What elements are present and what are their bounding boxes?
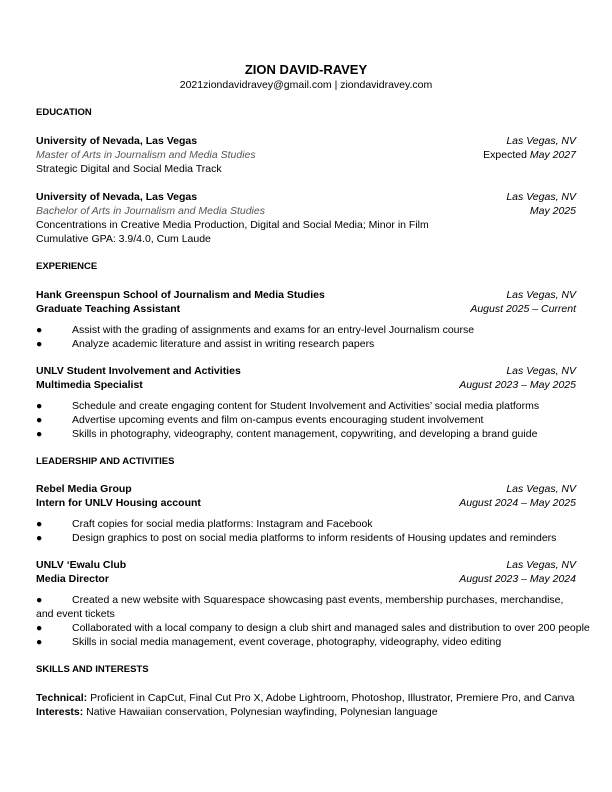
bullet-list (36, 593, 590, 649)
section-title-leadership: LEADERSHIP AND ACTIVITIES (36, 456, 175, 467)
bullet-icon: ● (36, 636, 43, 648)
bullet-icon: ● (36, 428, 43, 440)
list-item: ● Skills in photography, videography, content management, copywriting, and developing a brand guide (36, 428, 538, 440)
leadership-entry (36, 482, 576, 545)
activity-dates: August 2024 – May 2025 (459, 497, 576, 509)
bullet-list (36, 399, 576, 441)
job-location: Las Vegas, NV (506, 365, 576, 377)
skills-interests-label: Interests: (36, 706, 84, 718)
list-item: ● Craft copies for social media platforms: Instagram and Facebook (36, 518, 373, 530)
school-name: University of Nevada, Las Vegas (36, 135, 198, 147)
degree-detail: Concentrations in Creative Media Production, Digital and Social Media; Minor in Film (36, 219, 429, 231)
activity-location: Las Vegas, NV (506, 483, 576, 495)
degree: Master of Arts in Journalism and Media Studies (36, 149, 256, 161)
list-item: ● Created a new website with Squarespace showcasing past events, membership purchases, merchandise, and event tickets (36, 594, 564, 620)
activity-dates: August 2023 – May 2024 (459, 573, 576, 585)
job-location: Las Vegas, NV (506, 289, 576, 301)
degree-detail: Cumulative GPA: 3.9/4.0, Cum Laude (36, 233, 211, 245)
bullet-icon: ● (36, 324, 43, 336)
experience-entry (36, 288, 576, 351)
experience-entry (36, 364, 576, 441)
school-location: Las Vegas, NV (506, 135, 576, 147)
bullet-icon: ● (36, 622, 43, 634)
list-item: ● Skills in social media management, event coverage, photography, videography, video editing (36, 636, 502, 648)
activity-location: Las Vegas, NV (506, 559, 576, 571)
activity-role: Media Director (36, 573, 109, 585)
job-title: Multimedia Specialist (36, 379, 143, 391)
skills-technical (36, 691, 576, 705)
section-title-education: EDUCATION (36, 107, 92, 118)
bullet-icon: ● (36, 594, 43, 606)
skills-interests (36, 705, 576, 719)
bullet-list (36, 517, 576, 545)
skills-interests-text: Native Hawaiian conservation, Polynesian wayfinding, Polynesian language (83, 706, 438, 718)
education-entry (36, 134, 576, 176)
degree-detail: Strategic Digital and Social Media Track (36, 163, 222, 175)
candidate-name: ZION DAVID-RAVEY (244, 62, 368, 77)
job-dates: August 2025 – Current (470, 303, 576, 315)
list-item: ● Schedule and create engaging content for Student Involvement and Activities’ social media platforms (36, 400, 540, 412)
organization-name: Rebel Media Group (36, 483, 132, 495)
bullet-icon: ● (36, 414, 43, 426)
organization-name: UNLV Student Involvement and Activities (36, 365, 241, 377)
bullet-list (36, 323, 576, 351)
leadership-entry (36, 558, 590, 649)
section-title-experience: EXPERIENCE (36, 261, 98, 272)
section-title-skills: SKILLS AND INTERESTS (36, 664, 149, 675)
job-title: Graduate Teaching Assistant (36, 303, 181, 315)
bullet-icon: ● (36, 518, 43, 530)
skills-technical-label: Technical: (36, 692, 88, 704)
list-item: ● Assist with the grading of assignments and exams for an entry-level Journalism course (36, 324, 475, 336)
school-location: Las Vegas, NV (506, 191, 576, 203)
list-item: ● Analyze academic literature and assist in writing research papers (36, 338, 375, 350)
job-dates: August 2023 – May 2025 (459, 379, 576, 391)
list-item: ● Advertise upcoming events and film on-campus events encouraging student involvement (36, 414, 484, 426)
skills-technical-text: Proficient in CapCut, Final Cut Pro X, Adobe Lightroom, Photoshop, Illustrator, Premiere Pro, and Canva (87, 692, 575, 704)
school-name: University of Nevada, Las Vegas (36, 191, 198, 203)
contact-line: 2021ziondavidravey@gmail.com | ziondavidravey.com (179, 79, 433, 91)
organization-name: UNLV ‘Ewalu Club (36, 559, 127, 571)
bullet-icon: ● (36, 400, 43, 412)
graduation-date: Expected May 2027 (483, 149, 576, 161)
degree: Bachelor of Arts in Journalism and Media Studies (36, 205, 265, 217)
list-item: ● Collaborated with a local company to design a club shirt and managed sales and distribution to over 200 people (36, 622, 590, 634)
activity-role: Intern for UNLV Housing account (36, 497, 201, 509)
bullet-icon: ● (36, 338, 43, 350)
list-item: ● Design graphics to post on social media platforms to inform residents of Housing updates and reminders (36, 532, 557, 544)
education-entry (36, 190, 576, 246)
organization-name: Hank Greenspun School of Journalism and Media Studies (36, 289, 325, 301)
bullet-icon: ● (36, 532, 43, 544)
graduation-date: May 2025 (529, 205, 576, 217)
